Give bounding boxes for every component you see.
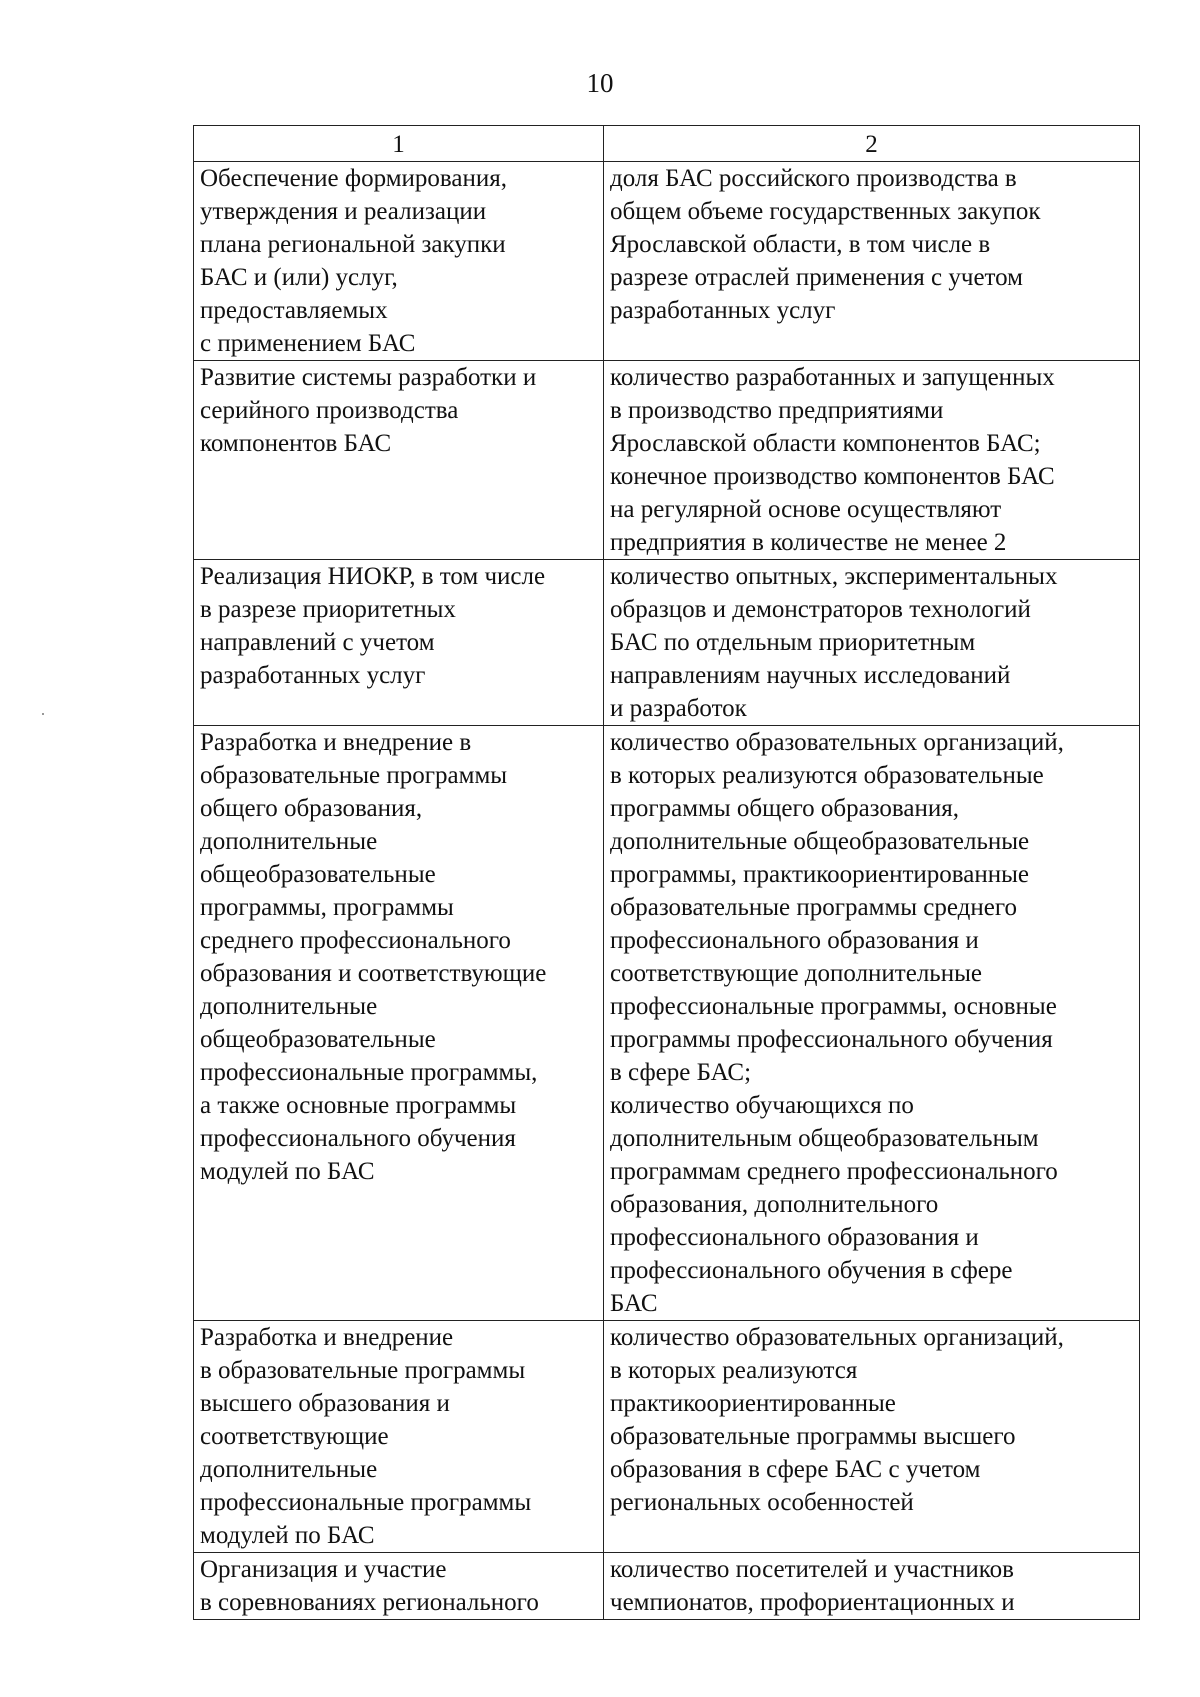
table-row [194, 1553, 1140, 1620]
indicator-cell: количество разработанных и запущенных в производство предприятиями Ярославской области компонентов БАС; конечное производство компонентов БАС на регулярной основе осуществляют предприятия в количестве не менее 2 [604, 361, 1140, 560]
measures-table [193, 125, 1140, 1620]
indicator-cell: количество опытных, экспериментальных образцов и демонстраторов технологий БАС по отдельным приоритетным направлениям научных исследований и разработок [604, 560, 1140, 726]
table-row [194, 1321, 1140, 1553]
activity-cell: Организация и участие в соревнованиях регионального [194, 1553, 604, 1620]
table-row [194, 361, 1140, 560]
page-number: 10 [586, 68, 614, 98]
activity-cell: Обеспечение формирования, утверждения и реализации плана региональной закупки БАС и (или) услуг, предоставляемых с применением БАС [194, 162, 604, 361]
scan-speck [42, 713, 44, 715]
indicator-cell: количество посетителей и участников чемпионатов, профориентационных и [604, 1553, 1140, 1620]
table-header-row [194, 126, 1140, 162]
column-2-header: 2 [604, 126, 1140, 162]
table-row [194, 560, 1140, 726]
indicator-cell: доля БАС российского производства в общем объеме государственных закупок Ярославской области, в том числе в разрезе отраслей применения с учетом разработанных услуг [604, 162, 1140, 361]
table-row [194, 726, 1140, 1321]
activity-cell: Разработка и внедрение в образовательные программы общего образования, дополнительные общеобразовательные программы, программы среднего профессионального образования и соответствующие дополнительные общеобразовательные профессиональные программы, а также основные программы профессионального обучения модулей по БАС [194, 726, 604, 1321]
activity-cell: Разработка и внедрение в образовательные программы высшего образования и соответствующие дополнительные профессиональные программы модулей по БАС [194, 1321, 604, 1553]
column-1-header: 1 [194, 126, 604, 162]
indicator-cell: количество образовательных организаций, в которых реализуются практикоориентированные образовательные программы высшего образования в сфере БАС с учетом региональных особенностей [604, 1321, 1140, 1553]
activity-cell: Реализация НИОКР, в том числе в разрезе приоритетных направлений с учетом разработанных услуг [194, 560, 604, 726]
indicator-cell: количество образовательных организаций, в которых реализуются образовательные программы общего образования, дополнительные общеобразовательные программы, практикоориентированные образовательные программы среднего профессионального образования и соответствующие дополнительные профессиональные программы, основные программы профессионального обучения в сфере БАС; количество обучающихся по дополнительным общеобразовательным программам среднего профессионального образования, дополнительного профессионального образования и профессионального обучения в сфере БАС [604, 726, 1140, 1321]
activity-cell: Развитие системы разработки и серийного производства компонентов БАС [194, 361, 604, 560]
table-row [194, 162, 1140, 361]
